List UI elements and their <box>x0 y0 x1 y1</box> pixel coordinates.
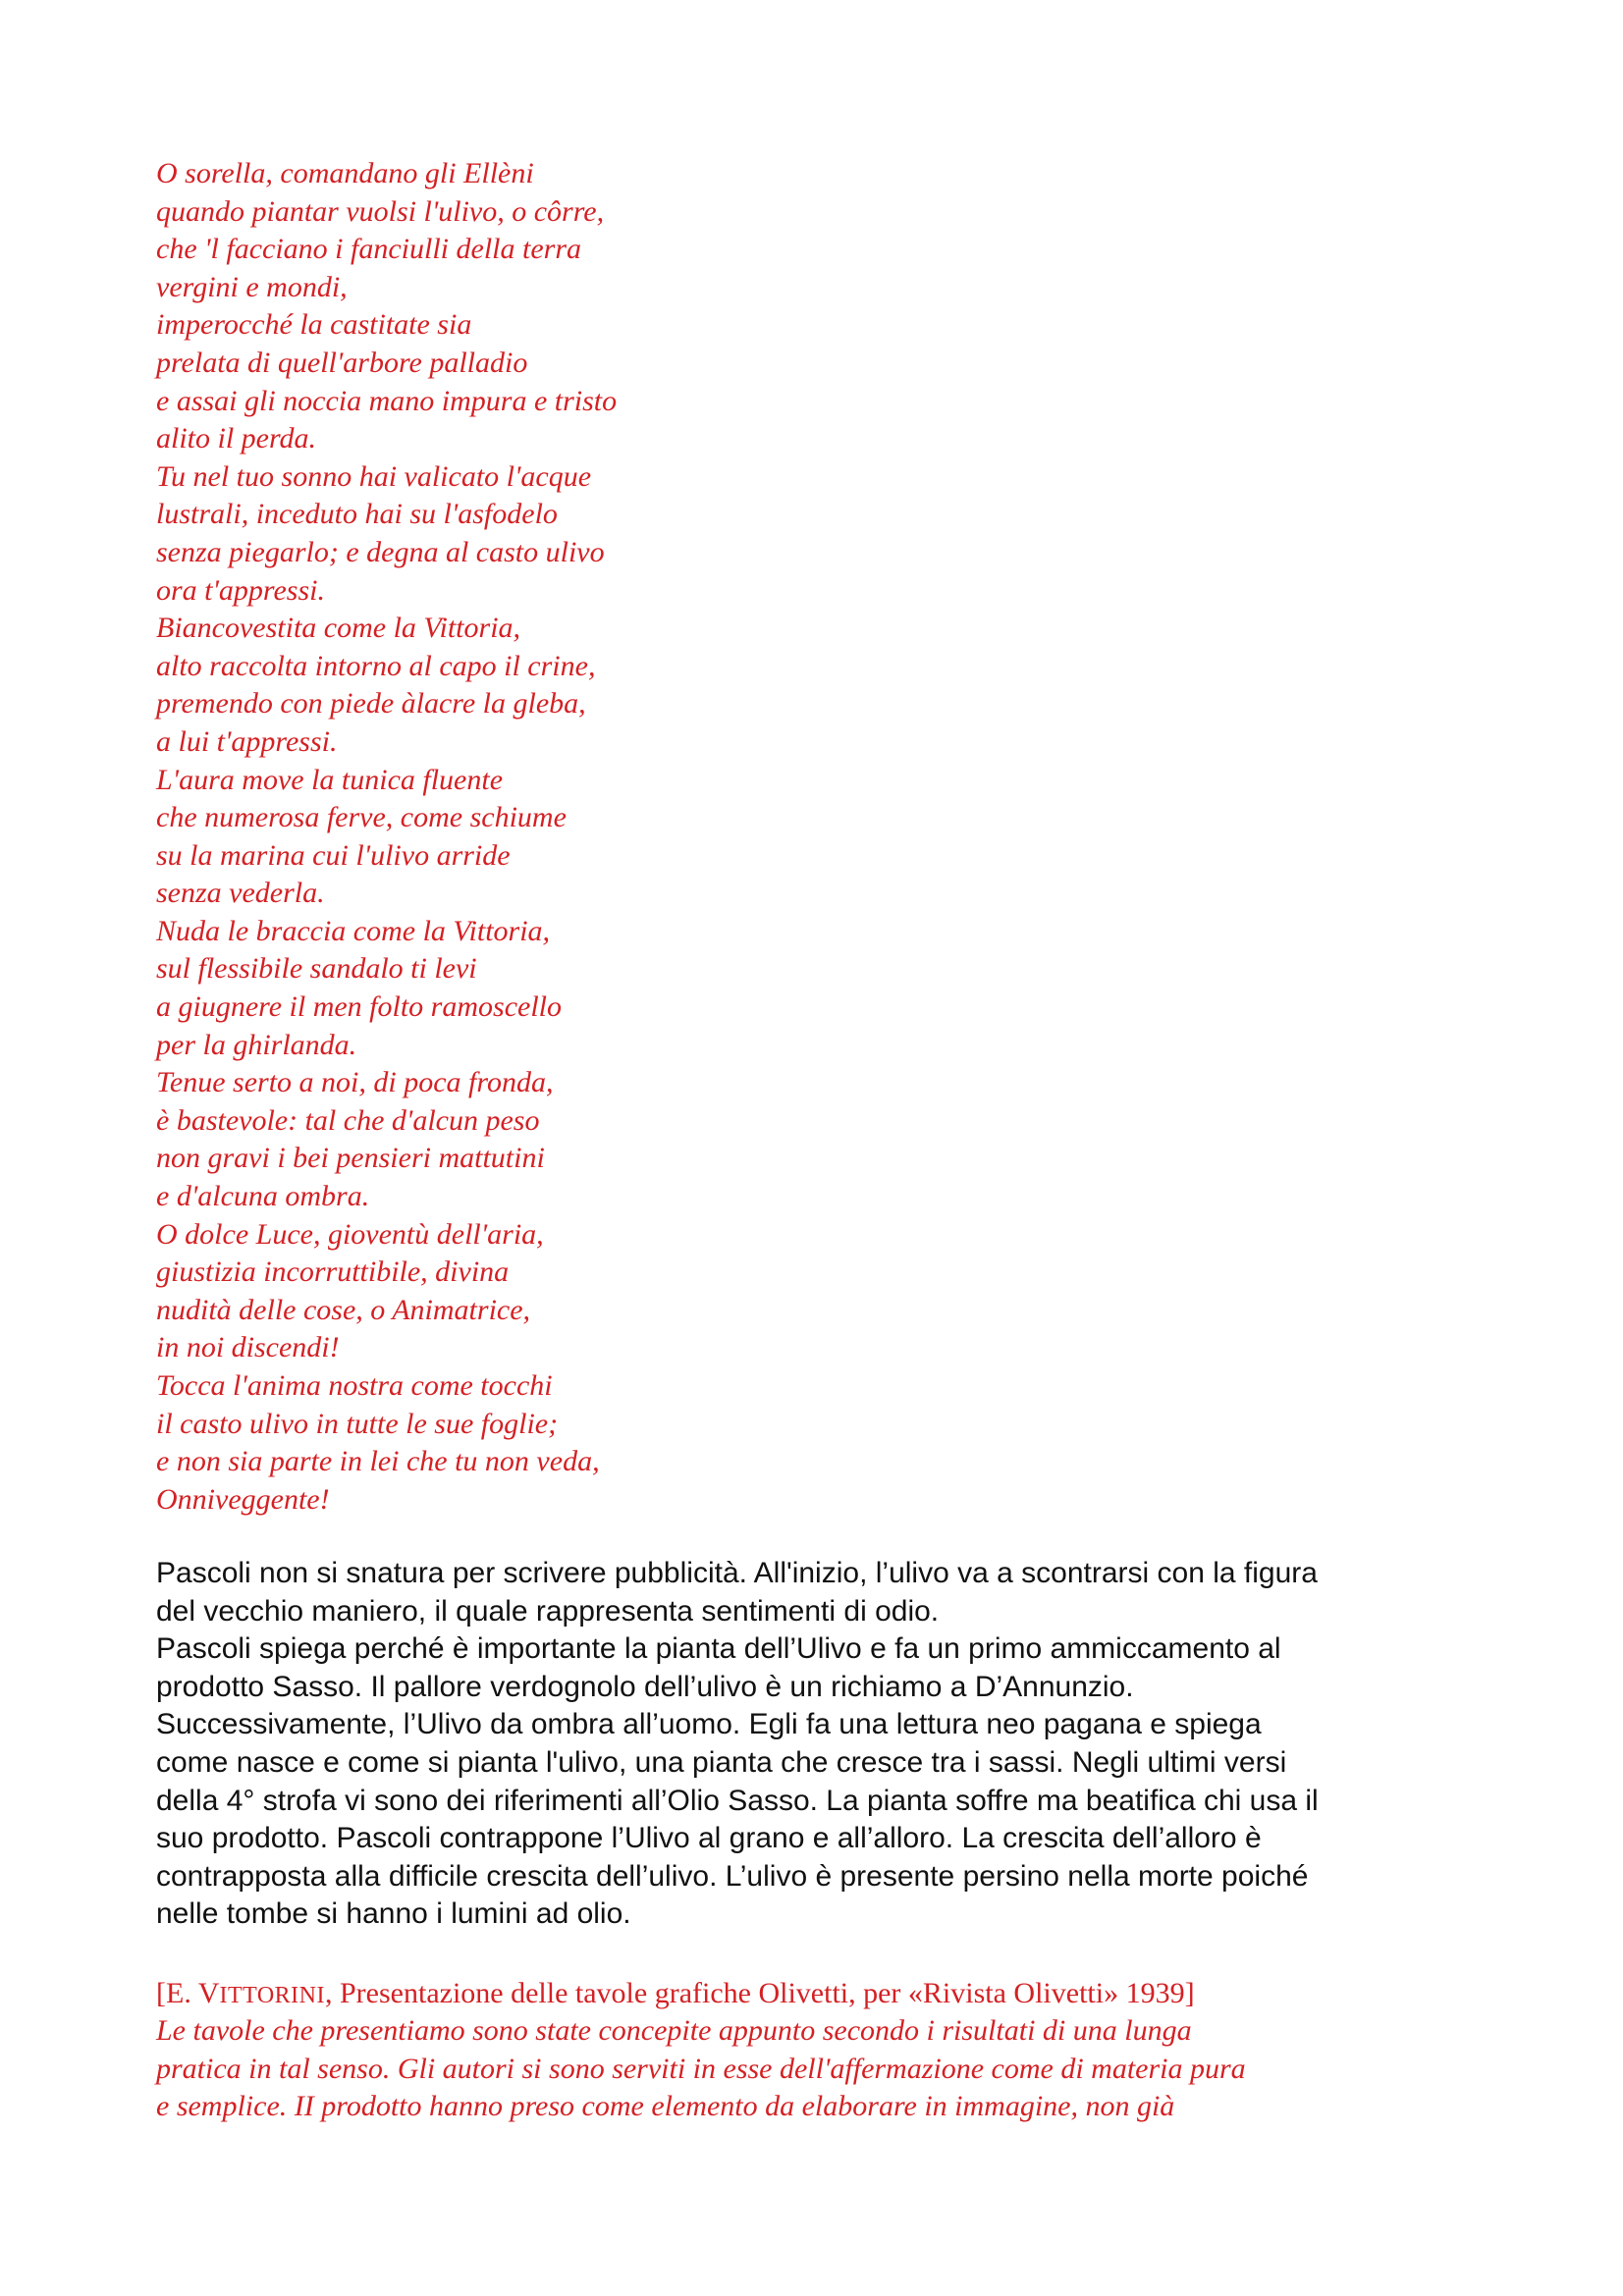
quote-line: Le tavole che presentiamo sono state concepite appunto secondo i risultati di una lunga <box>156 2014 1192 2047</box>
poem-line: Tu nel tuo sonno hai valicato l'acque <box>156 459 592 493</box>
commentary-line: nelle tombe si hanno i lumini ad olio. <box>156 1897 631 1931</box>
poem-line: il casto ulivo in tutte le sue foglie; <box>156 1407 559 1440</box>
commentary-line: prodotto Sasso. Il pallore verdognolo dell’ulivo è un richiamo a D’Annunzio. <box>156 1670 1134 1703</box>
poem-line: Biancovestita come la Vittoria, <box>156 612 521 645</box>
poem-line: che numerosa ferve, come schiume <box>156 801 567 834</box>
commentary-paragraph <box>156 1555 1491 1934</box>
poem-line: giustizia incorruttibile, divina <box>156 1255 510 1289</box>
commentary-line: suo prodotto. Pascoli contrappone l’Ulivo al grano e all’alloro. La crescita dell’alloro è <box>156 1822 1262 1855</box>
poem-line: Onniveggente! <box>156 1482 330 1516</box>
quote-line: pratica in tal senso. Gli autori si sono serviti in esse dell'affermazione come di materia pura <box>156 2052 1246 2085</box>
citation-author-smallcaps: ITTORINI <box>219 1983 325 2008</box>
poem-line: e non sia parte in lei che tu non veda, <box>156 1445 600 1478</box>
poem-line: premendo con piede àlacre la gleba, <box>156 687 586 721</box>
poem-line: in noi discendi! <box>156 1331 340 1364</box>
poem-line: è bastevole: tal che d'alcun peso <box>156 1103 540 1137</box>
commentary-line: Pascoli spiega perché è importante la pianta dell’Ulivo e fa un primo ammiccamento al <box>156 1632 1281 1666</box>
citation-rest: , Presentazione delle tavole grafiche Olivetti, per «Rivista Olivetti» 1939] <box>325 1977 1195 2009</box>
poem-line: e assai gli noccia mano impura e tristo <box>156 384 618 417</box>
commentary-line: Pascoli non si snatura per scrivere pubblicità. All'inizio, l’ulivo va a scontrarsi con la figura <box>156 1557 1318 1589</box>
source-citation <box>156 1975 1195 2015</box>
commentary-line: della 4° strofa vi sono dei riferimenti all’Olio Sasso. La pianta soffre ma beatifica chi usa il <box>156 1784 1319 1817</box>
commentary-line: del vecchio maniero, il quale rappresenta sentimenti di odio. <box>156 1594 940 1628</box>
poem-line: non gravi i bei pensieri mattutini <box>156 1142 545 1175</box>
poem-line: alto raccolta intorno al capo il crine, <box>156 649 596 682</box>
commentary-line: Successivamente, l’Ulivo da ombra all’uomo. Egli fa una lettura neo pagana e spiega <box>156 1708 1262 1741</box>
commentary-line: contrapposta alla difficile crescita dell’ulivo. L’ulivo è presente persino nella morte poiché <box>156 1859 1309 1893</box>
poem-line: e d'alcuna ombra. <box>156 1180 370 1213</box>
poem-line: Tocca l'anima nostra come tocchi <box>156 1369 553 1402</box>
poem-line: alito il perda. <box>156 422 317 455</box>
poem-line: Tenue serto a noi, di poca fronda, <box>156 1066 554 1099</box>
poem-line: lustrali, inceduto hai su l'asfodelo <box>156 498 558 531</box>
poem-line: su la marina cui l'ulivo arride <box>156 838 511 872</box>
poem-line: a lui t'appressi. <box>156 724 338 758</box>
poem-line: senza vederla. <box>156 877 325 910</box>
poem-stanzas <box>156 155 617 1519</box>
poem-line: quando piantar vuolsi l'ulivo, o côrre, <box>156 194 605 228</box>
poem-line: sul flessibile sandalo ti levi <box>156 952 477 986</box>
poem-line: che 'l facciano i fanciulli della terra <box>156 233 581 266</box>
poem-line: senza piegarlo; e degna al casto ulivo <box>156 535 605 568</box>
quote-line: e semplice. II prodotto hanno preso come elemento da elaborare in immagine, non già <box>156 2090 1175 2123</box>
poem-line: L'aura move la tunica fluente <box>156 763 504 796</box>
quoted-passage <box>156 2012 1246 2126</box>
poem-line: vergini e mondi, <box>156 270 348 303</box>
poem-line: a giugnere il men folto ramoscello <box>156 990 562 1024</box>
poem-line: per la ghirlanda. <box>156 1028 357 1061</box>
poem-line: prelata di quell'arbore palladio <box>156 346 528 379</box>
poem-line: O dolce Luce, gioventù dell'aria, <box>156 1217 544 1251</box>
poem-line: ora t'appressi. <box>156 573 325 607</box>
poem-line: imperocché la castitate sia <box>156 308 472 342</box>
citation-open: [E. V <box>156 1977 220 2009</box>
poem-line: Nuda le braccia come la Vittoria, <box>156 914 551 947</box>
poem-line: nudità delle cose, o Animatrice, <box>156 1293 531 1326</box>
commentary-line: come nasce e come si pianta l'ulivo, una pianta che cresce tra i sassi. Negli ultimi versi <box>156 1745 1287 1779</box>
poem-line: O sorella, comandano gli Ellèni <box>156 157 534 189</box>
